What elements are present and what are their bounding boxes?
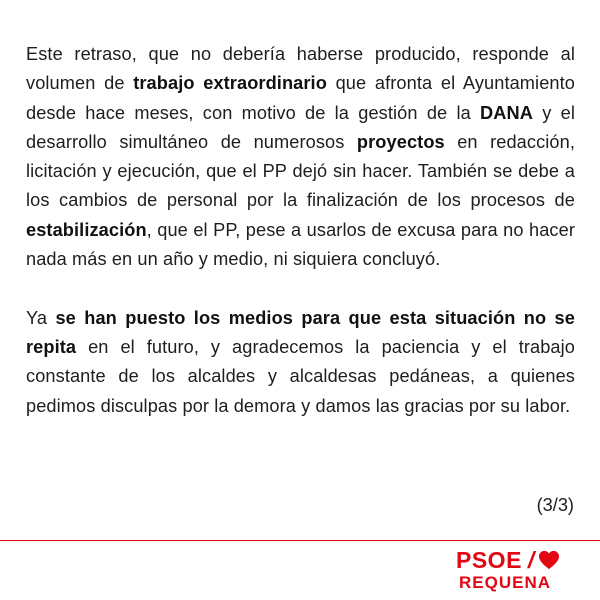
bold-segment: proyectos xyxy=(356,131,445,152)
page-counter: (3/3) xyxy=(536,495,574,515)
text-segment: Ya xyxy=(26,307,56,328)
footer-divider xyxy=(0,540,600,541)
psoe-requena-logo xyxy=(455,547,580,595)
logo-psoe-text: PSOE xyxy=(456,547,522,573)
text-segment: en redacción, licitación y ejecución, que el PP dejó sin hacer. También se debe a los cambios de personal por la finalización de los procesos de xyxy=(26,131,575,211)
bold-segment: estabilización xyxy=(26,219,147,240)
text-segment: Este retraso, que no debería haberse producido, responde al volumen de xyxy=(26,44,575,94)
logo-top-row xyxy=(456,547,560,573)
text-segment: , que el PP, pese a usarlos de excusa para no hacer nada más en un año y medio, ni siquiera concluyó. xyxy=(26,219,575,270)
bold-segment: DANA xyxy=(480,102,533,123)
article-body xyxy=(26,40,575,421)
logo-slash: / xyxy=(527,547,535,573)
text-segment: que afronta el Ayuntamiento desde hace meses, con motivo de la gestión de la xyxy=(26,73,575,123)
bold-segment: se han puesto los medios para que esta situación no se repita xyxy=(26,307,575,357)
paragraph-1 xyxy=(26,40,575,274)
text-segment: y el desarrollo simultáneo de numerosos xyxy=(26,102,575,152)
paragraph-2 xyxy=(26,304,575,421)
heart-icon xyxy=(538,550,560,570)
text-segment: en el futuro, y agradecemos la paciencia y el trabajo constante de los alcaldes y alcaldesas pedáneas, a quienes pedimos disculpas por la demora y damos las gracias por su labor. xyxy=(26,336,575,416)
logo-requena-text: REQUENA xyxy=(459,573,552,592)
bold-segment: trabajo extraordinario xyxy=(133,73,327,94)
